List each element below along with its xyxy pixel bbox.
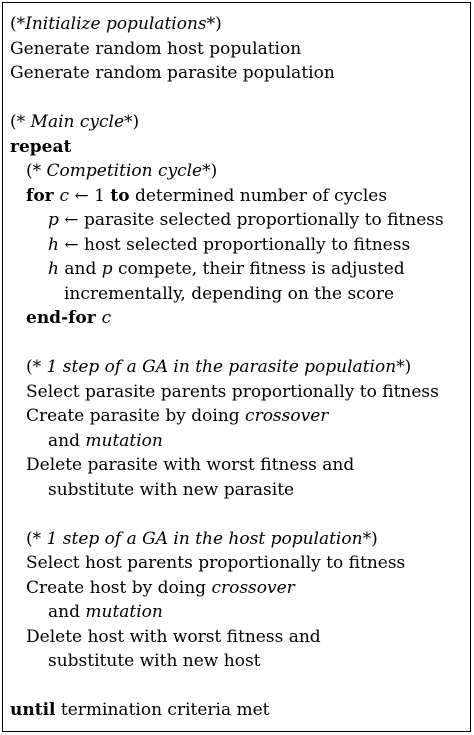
code-text: Select parasite parents proportionally to fitness xyxy=(26,381,439,402)
code-text: termination criteria met xyxy=(55,700,270,720)
code-line xyxy=(48,208,444,232)
keyword: until xyxy=(10,700,56,720)
italic-text: c xyxy=(59,185,70,206)
code-line xyxy=(48,649,261,673)
code-line xyxy=(26,306,111,330)
code-text: (* xyxy=(26,357,47,377)
code-text: *) xyxy=(206,14,222,34)
code-text: ← parasite selected proportionally to fitness xyxy=(58,210,444,230)
code-text: (* xyxy=(10,112,31,132)
italic-text: mutation xyxy=(85,602,163,622)
code-line xyxy=(10,135,71,159)
code-text: substitute with new parasite xyxy=(48,479,295,500)
code-text: Generate random host population xyxy=(10,38,302,59)
italic-text: crossover xyxy=(245,406,329,426)
code-text: Select host parents proportionally to fitness xyxy=(26,553,406,573)
code-text: (* xyxy=(26,161,47,181)
code-line xyxy=(48,600,163,624)
italic-text: Initialize populations xyxy=(25,14,207,34)
code-text: *) xyxy=(396,357,412,377)
algorithm-box xyxy=(2,2,471,732)
code-line xyxy=(48,429,163,453)
code-line xyxy=(26,159,217,183)
italic-text: 1 step of a GA in the parasite population xyxy=(46,357,397,377)
italic-text: crossover xyxy=(211,577,295,598)
code-text: ← 1 xyxy=(69,185,111,206)
code-line xyxy=(48,257,405,281)
code-line xyxy=(10,12,222,36)
code-line xyxy=(48,233,410,257)
keyword: end-for xyxy=(26,308,102,328)
code-line xyxy=(10,698,270,722)
code-text: Delete host with worst fitness and xyxy=(26,626,321,647)
code-text: *) xyxy=(202,161,218,181)
code-text: Create parasite by doing xyxy=(26,406,246,426)
code-line xyxy=(26,576,295,600)
code-line xyxy=(26,453,354,477)
code-text: *) xyxy=(124,112,140,132)
keyword: for xyxy=(26,185,60,206)
code-text: and xyxy=(58,259,102,279)
italic-text: h xyxy=(48,259,59,279)
italic-text: p xyxy=(101,259,113,279)
code-line xyxy=(26,527,378,551)
code-line xyxy=(26,380,439,404)
code-line xyxy=(26,404,328,428)
code-text: Create host by doing xyxy=(26,577,212,598)
code-line xyxy=(10,61,335,85)
italic-text: Main cycle xyxy=(30,112,125,132)
code-line xyxy=(10,37,301,61)
code-text: substitute with new host xyxy=(48,651,261,671)
code-text: (* xyxy=(26,528,47,549)
code-line xyxy=(26,355,411,379)
code-text: and xyxy=(48,602,86,622)
code-text: (* xyxy=(10,14,26,34)
code-text: Delete parasite with worst fitness and xyxy=(26,455,355,475)
code-text: compete, their fitness is adjusted xyxy=(112,259,405,279)
code-text: ← host selected proportionally to fitness xyxy=(58,234,411,255)
code-text: determined number of cycles xyxy=(129,185,388,206)
code-text: and xyxy=(48,430,86,451)
italic-text: c xyxy=(101,308,112,328)
code-text: incrementally, depending on the score xyxy=(64,283,395,304)
keyword: repeat xyxy=(10,136,72,157)
italic-text: mutation xyxy=(85,430,163,451)
code-line xyxy=(64,282,394,306)
code-line xyxy=(26,184,387,208)
keyword: to xyxy=(110,185,130,206)
code-text: Generate random parasite population xyxy=(10,63,335,83)
code-line xyxy=(48,478,294,502)
code-line xyxy=(26,625,321,649)
italic-text: 1 step of a GA in the host population xyxy=(46,528,363,549)
code-line xyxy=(26,551,405,575)
code-line xyxy=(10,110,139,134)
code-text: *) xyxy=(362,528,378,549)
italic-text: h xyxy=(48,234,59,255)
italic-text: p xyxy=(48,210,59,230)
italic-text: Competition cycle xyxy=(46,161,203,181)
